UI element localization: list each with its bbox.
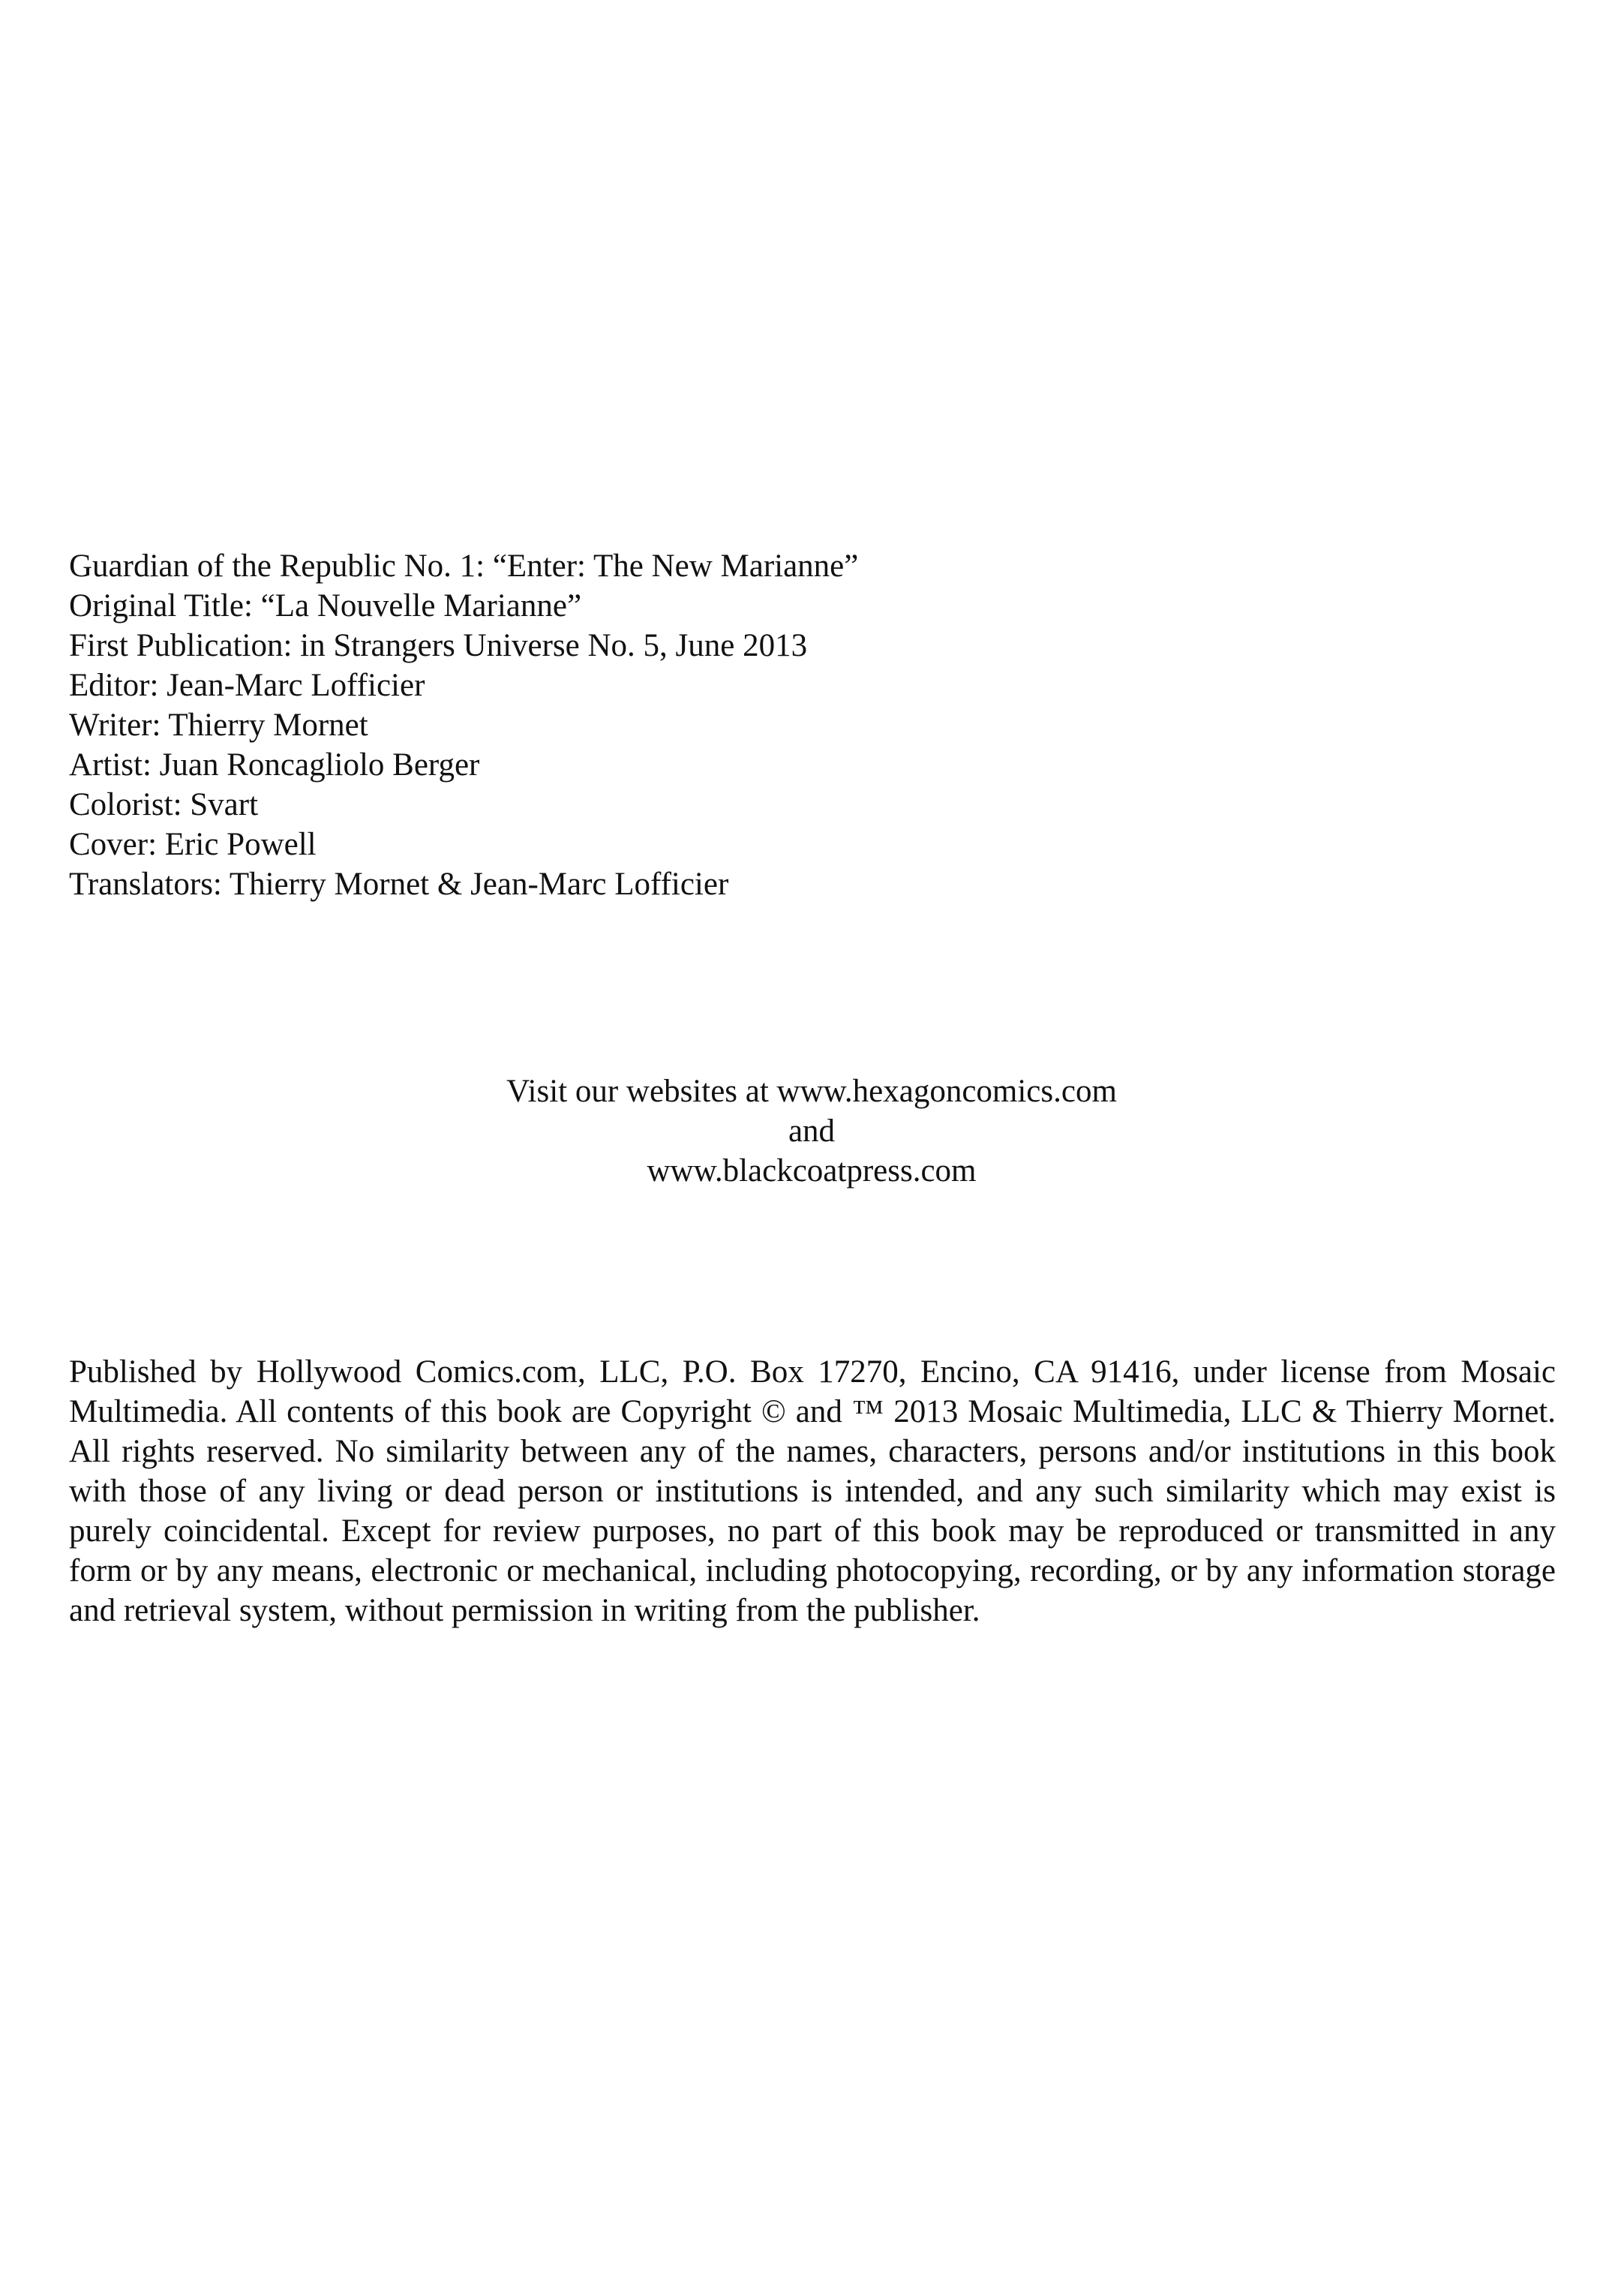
credit-line-colorist: Colorist: Svart — [69, 787, 259, 822]
credit-line-writer: Writer: Thierry Mornet — [69, 708, 368, 743]
credit-line-artist: Artist: Juan Roncagliolo Berger — [69, 747, 480, 783]
credit-line-first-publication: First Publication: in Strangers Universe No. 5, June 2013 — [69, 628, 808, 663]
credits-list — [69, 546, 1554, 904]
credit-line-translators: Translators: Thierry Mornet & Jean-Marc Lofficier — [69, 867, 729, 902]
websites-line-and: and — [788, 1113, 836, 1149]
credit-line-editor: Editor: Jean-Marc Lofficier — [69, 668, 425, 703]
websites-line-blackcoat: www.blackcoatpress.com — [647, 1153, 977, 1189]
credit-line-cover: Cover: Eric Powell — [69, 827, 317, 862]
legal-notice: Published by Hollywood Comics.com, LLC, P.O. Box 17270, Encino, CA 91416, under license from Mosaic Multimedia. All contents of this book are Copyright © and ™ 2013 Mosaic Multimedia, LLC & Thierry Mornet. All rights reserved. No similarity between any of the names, characters, persons and/or institutions in this book with those of any living or dead person or institutions is intended, and any such similarity which may exist is purely coincidental. Except for review purposes, no part of this book may be reproduced or transmitted in any form or by any means, electronic or mechanical, including photocopying, recording, or by any information storage and retrieval system, without permission in writing from the publisher. — [69, 1354, 1556, 1628]
websites-block — [69, 1071, 1554, 1191]
websites-line-hexagon: Visit our websites at www.hexagoncomics.com — [506, 1074, 1117, 1109]
credit-line-original-title: Original Title: “La Nouvelle Marianne” — [69, 588, 582, 624]
credit-line-title: Guardian of the Republic No. 1: “Enter: The New Marianne” — [69, 548, 859, 584]
